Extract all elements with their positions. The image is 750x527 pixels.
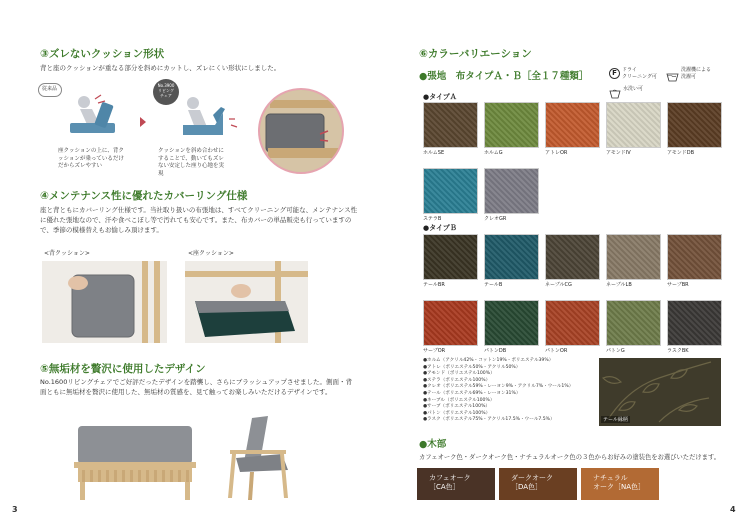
typeA-swatch-label-1: ホルムSE xyxy=(423,150,445,156)
badge-normal-label: 従来品 xyxy=(42,86,58,92)
chair-image xyxy=(222,414,294,502)
back-cushion-photo xyxy=(42,261,167,343)
badge-new-line2: リビング xyxy=(158,88,174,93)
typeB-swatch-label-3: ネーブルCG xyxy=(545,282,572,288)
badge-new-line3: チェア xyxy=(160,93,172,98)
typeB-swatch-grid xyxy=(423,234,723,354)
section4-body: 座と背ともにカバーリング仕様です。当社取り扱いの布張地は、すべてクリーニング可能な、メンテナンス性に優れた張地なので、汗や食べこぼし等で汚れても安心です。また、布カバーの単品販売も行っていますので、季節の模様替えもお愉しみ頂けます。 xyxy=(40,206,358,234)
dry-cleaning-label-2: クリーニング可 xyxy=(622,74,657,80)
composition-item: ●ステラ（ポリエステル100%） xyxy=(423,377,491,383)
caption-new: クッションを斜め合わせにすることで、動いてもズレない安定した座り心地を実現 xyxy=(158,148,225,177)
wood-color-name: ダークオーク xyxy=(511,474,553,482)
arrow-right-icon xyxy=(140,117,146,127)
wood-color-name: ナチュラル xyxy=(593,474,628,482)
wood-color-code: オーク［NA色］ xyxy=(593,483,646,491)
page-number-left: 3 xyxy=(12,505,18,514)
right-page xyxy=(375,0,750,527)
wood-title: ●木部 xyxy=(419,439,447,450)
caption-normal: 座クッションの上に、背クッションが乗っているだけだからズレやすい xyxy=(58,148,124,169)
typeB-swatch-label-6: サーブOR xyxy=(423,348,446,354)
badge-new-line1: No.3900 xyxy=(157,83,175,88)
wood-color-code: ［DA色］ xyxy=(511,483,543,491)
typeA-swatch-2 xyxy=(484,102,539,148)
composition-item: ●テール（ポリエステル69%・レーヨン31%） xyxy=(423,390,521,396)
fabric-title: ●張地 布タイプＡ・Ｂ［全１７種類］ xyxy=(419,71,589,82)
back-cushion-label: <背クッション> xyxy=(44,250,90,257)
section5-body: No.1600リビングチェアでご好評だったデザインを踏襲し、さらにブラッシュアップさせました。側面・背面ともに無垢材を贅沢に使用した、無垢材の質感を、見て触ってお楽しみいただけるデザインです。 xyxy=(40,378,353,396)
typeB-swatch-4 xyxy=(606,234,661,280)
typeA-swatch-7 xyxy=(484,168,539,214)
wood-color-name: カフェオーク xyxy=(429,474,471,482)
typeB-swatch-7 xyxy=(484,300,539,346)
wood-color-3 xyxy=(581,468,659,500)
typeB-swatch-label-5: サーブBR xyxy=(667,282,689,288)
composition-item: ●ネーブル（ポリエステル100%） xyxy=(423,397,495,403)
composition-item: ●アトレ（ポリエステル50%・アクリル50%） xyxy=(423,364,521,370)
typeB-swatch-label-10: ラスクBK xyxy=(667,348,689,354)
typeB-swatch-label-7: パトンDB xyxy=(484,348,507,354)
typeA-swatch-6 xyxy=(423,168,478,214)
section5-title: ⑤無垢材を贅沢に使用したデザイン xyxy=(40,363,206,375)
dry-cleaning-icon: F xyxy=(609,68,620,79)
composition-list xyxy=(423,358,593,424)
washing-machine-icon xyxy=(666,67,679,77)
water-wash-label: 水洗い可 xyxy=(623,86,644,92)
typeA-swatch-label-4: アモンドIV xyxy=(606,150,631,156)
hand-wash-icon xyxy=(609,84,621,94)
composition-item: ●クレオ（ポリエステル59%・レーヨン9%・アクリル7%・ウール1%） xyxy=(423,384,574,390)
chair-detail-photo xyxy=(258,88,344,174)
wood-body: カフェオーク色・ダークオーク色・ナチュラルオーク色の３色からお好みの塗装色をお選びいただけます。 xyxy=(419,454,721,461)
composition-item: ●サーブ（ポリエステル100%） xyxy=(423,404,491,410)
wash-label-2: 洗濯可 xyxy=(681,74,697,80)
leaf-pattern-label: テール縁柄 xyxy=(603,417,628,423)
typeB-swatch-8 xyxy=(545,300,600,346)
page-number-right: 4 xyxy=(730,505,736,514)
wood-color-2 xyxy=(499,468,577,500)
composition-item: ●ホルム（アクリル42%・コットン19%・ポリエステル39%） xyxy=(423,358,554,363)
typeA-swatch-label-7: クレオGR xyxy=(484,216,507,222)
typeB-swatch-label-4: ネーブルLB xyxy=(606,282,632,288)
wood-color-1 xyxy=(417,468,495,500)
typeA-swatch-label-5: アモンドDB xyxy=(667,150,695,156)
section4-title: ④メンテナンス性に優れたカバーリング仕様 xyxy=(40,190,248,202)
typeB-swatch-label-8: パトンOR xyxy=(545,348,568,354)
typeA-swatch-3 xyxy=(545,102,600,148)
typeA-swatch-4 xyxy=(606,102,661,148)
typeB-swatch-10 xyxy=(667,300,722,346)
typeA-swatch-label-3: アトレOR xyxy=(545,150,568,156)
typeA-swatch-5 xyxy=(667,102,722,148)
composition-item: ●アモンド（ポリエステル100%） xyxy=(423,371,495,377)
typeA-label: ●タイプＡ xyxy=(423,93,457,101)
seat-cushion-label: <座クッション> xyxy=(188,250,234,257)
dry-cleaning-label-1: ドライ xyxy=(622,67,637,73)
typeB-swatch-2 xyxy=(484,234,539,280)
typeB-label: ●タイプＢ xyxy=(423,224,457,232)
typeB-swatch-1 xyxy=(423,234,478,280)
typeA-swatch-label-2: ホルムG xyxy=(484,150,503,156)
typeB-swatch-9 xyxy=(606,300,661,346)
composition-item: ●ラスク（ポリエステル75%・アクリル17.5%・ウール7.5%） xyxy=(423,417,555,423)
typeB-swatch-label-9: パトンG xyxy=(606,348,625,354)
sofa-image xyxy=(74,422,196,502)
left-page xyxy=(0,0,372,527)
typeA-swatch-label-6: ステラB xyxy=(423,216,442,222)
typeA-swatch-grid xyxy=(423,102,723,227)
typeB-swatch-6 xyxy=(423,300,478,346)
badge-new-text xyxy=(153,83,179,98)
typeB-swatch-label-2: テールB xyxy=(484,282,503,288)
typeA-swatch-1 xyxy=(423,102,478,148)
typeB-swatch-5 xyxy=(667,234,722,280)
seat-cushion-photo xyxy=(185,261,308,343)
typeB-swatch-3 xyxy=(545,234,600,280)
section3-title: ③ズレないクッション形状 xyxy=(40,48,165,60)
section3-body: 背と座のクッションが重なる部分を斜めにカットし、ズレにくい形状にしました。 xyxy=(40,64,281,72)
typeB-swatch-label-1: テールBR xyxy=(423,282,445,288)
composition-item: ●パトン（ポリエステル100%） xyxy=(423,410,491,416)
section6-title: ⑥カラーバリエーション xyxy=(419,48,532,60)
wood-color-code: ［CA色］ xyxy=(429,483,460,491)
wash-label-1: 洗濯機による xyxy=(681,67,712,73)
